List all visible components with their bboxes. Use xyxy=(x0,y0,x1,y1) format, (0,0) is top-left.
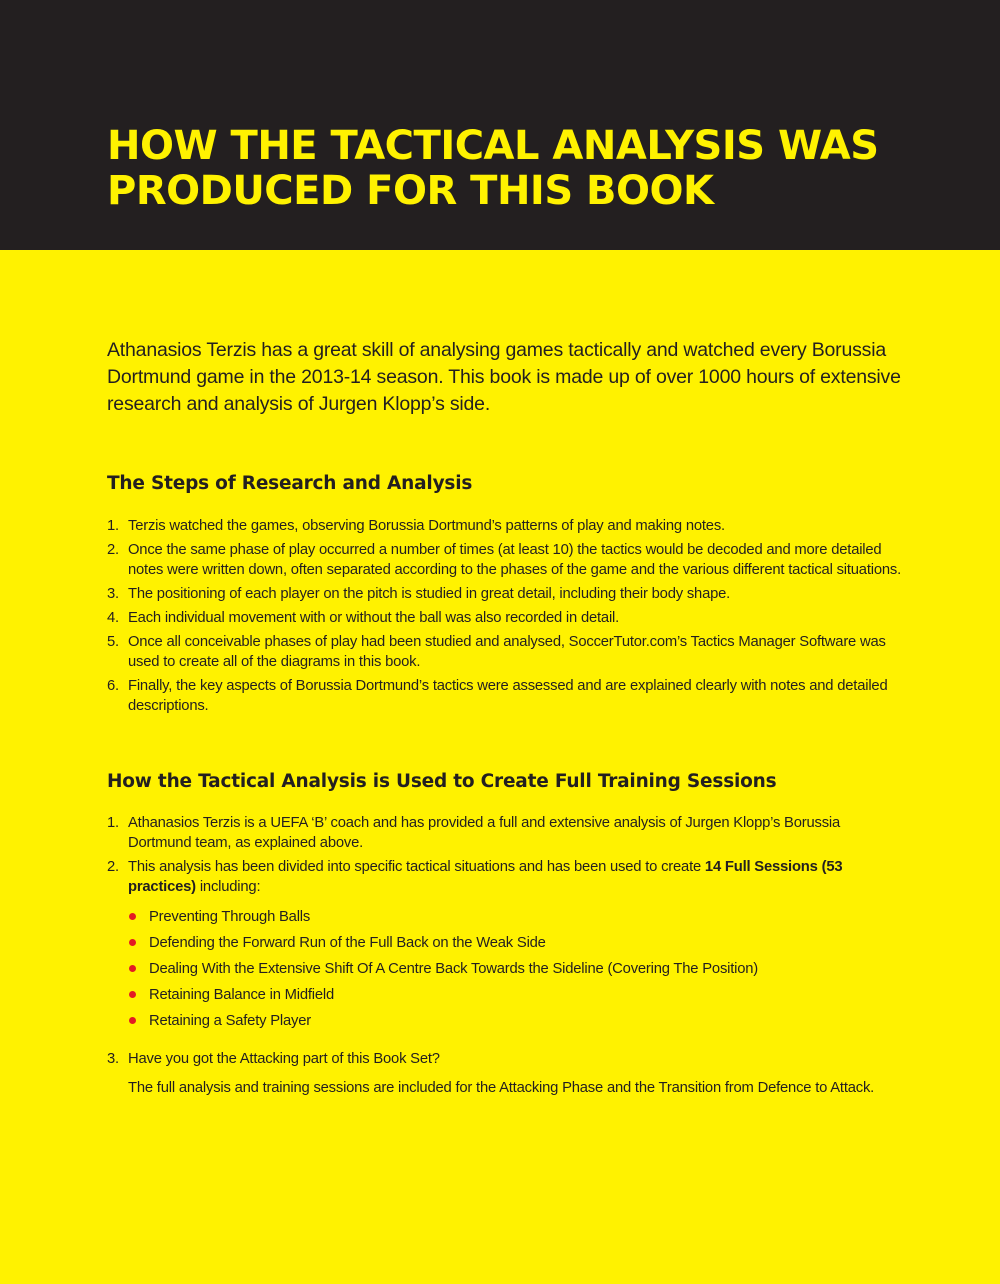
item-text: The positioning of each player on the pitch is studied in great detail, including their body shape. xyxy=(128,586,731,602)
item-text: Terzis watched the games, observing Borussia Dortmund’s patterns of play and making notes. xyxy=(128,518,725,534)
bullet-item xyxy=(128,907,902,933)
list-item xyxy=(107,813,902,853)
list-item xyxy=(107,632,902,672)
list-item xyxy=(107,1049,902,1098)
list-item xyxy=(107,676,902,716)
training-sessions-heading: How the Tactical Analysis is Used to Create Full Training Sessions xyxy=(107,771,777,792)
red-dot-bullet-icon xyxy=(129,939,136,946)
item-text: Finally, the key aspects of Borussia Dortmund’s tactics were assessed and are explained clearly with notes and detailed descriptions. xyxy=(128,678,888,714)
item-text: Each individual movement with or without the ball was also recorded in detail. xyxy=(128,610,620,626)
item-number: 3. xyxy=(107,1051,119,1067)
item-text: Athanasios Terzis is a UEFA ‘B’ coach and has provided a full and extensive analysis of Jurgen Klopp’s Borussia Dortmund team, as explained above. xyxy=(128,815,841,851)
item-text: Once the same phase of play occurred a number of times (at least 10) the tactics would be decoded and more detailed notes were written down, often separated according to the phases of the game and the various different tactical situations. xyxy=(128,542,901,578)
item-number: 1. xyxy=(107,815,119,831)
training-sessions-list xyxy=(107,813,902,1098)
item-number: 5. xyxy=(107,634,119,650)
bullet-text: Preventing Through Balls xyxy=(149,909,311,925)
steps-list xyxy=(107,516,902,716)
list-item xyxy=(107,516,902,536)
header-band xyxy=(0,0,1000,250)
sessions-count-bold: 14 Full Sessions (53 practices) xyxy=(128,859,843,895)
item-number: 2. xyxy=(107,859,119,875)
bullet-item xyxy=(128,959,902,985)
list-item xyxy=(107,857,902,1037)
followup-text: The full analysis and training sessions are included for the Attacking Phase and the Transition from Defence to Attack. xyxy=(128,1080,875,1096)
page-content xyxy=(107,337,902,1102)
item-text: Have you got the Attacking part of this Book Set? xyxy=(128,1051,440,1067)
red-dot-bullet-icon xyxy=(129,965,136,972)
bullet-item xyxy=(128,933,902,959)
bullet-item xyxy=(128,985,902,1011)
item-number: 3. xyxy=(107,586,119,602)
red-dot-bullet-icon xyxy=(129,913,136,920)
bullet-text: Defending the Forward Run of the Full Back on the Weak Side xyxy=(149,935,546,951)
item-number: 1. xyxy=(107,518,119,534)
item-number: 2. xyxy=(107,542,119,558)
red-dot-bullet-icon xyxy=(129,991,136,998)
bullet-text: Retaining a Safety Player xyxy=(149,1013,311,1029)
bullet-item xyxy=(128,1011,902,1037)
page-title: HOW THE TACTICAL ANALYSIS WAS PRODUCED FOR THIS BOOK xyxy=(107,123,879,214)
item-number: 4. xyxy=(107,610,119,626)
list-item xyxy=(107,608,902,628)
intro-paragraph: Athanasios Terzis has a great skill of analysing games tactically and watched every Borussia Dortmund game in the 2013-14 season. This book is made up of over 1000 hours of extensive research and analysis of Jurgen Klopp’s side. xyxy=(107,339,901,415)
steps-heading: The Steps of Research and Analysis xyxy=(107,473,473,494)
item-number: 6. xyxy=(107,678,119,694)
bullet-text: Dealing With the Extensive Shift Of A Centre Back Towards the Sideline (Covering The Position) xyxy=(149,961,759,977)
red-dot-bullet-icon xyxy=(129,1017,136,1024)
bullet-text: Retaining Balance in Midfield xyxy=(149,987,335,1003)
item-text-after: including: xyxy=(195,879,261,895)
list-item xyxy=(107,540,902,580)
list-item xyxy=(107,584,902,604)
item-text-before: This analysis has been divided into specific tactical situations and has been used to create xyxy=(128,859,705,875)
item-text: Once all conceivable phases of play had been studied and analysed, SoccerTutor.com’s Tactics Manager Software was used to create all of the diagrams in this book. xyxy=(128,634,886,670)
session-topics-list xyxy=(128,907,902,1037)
